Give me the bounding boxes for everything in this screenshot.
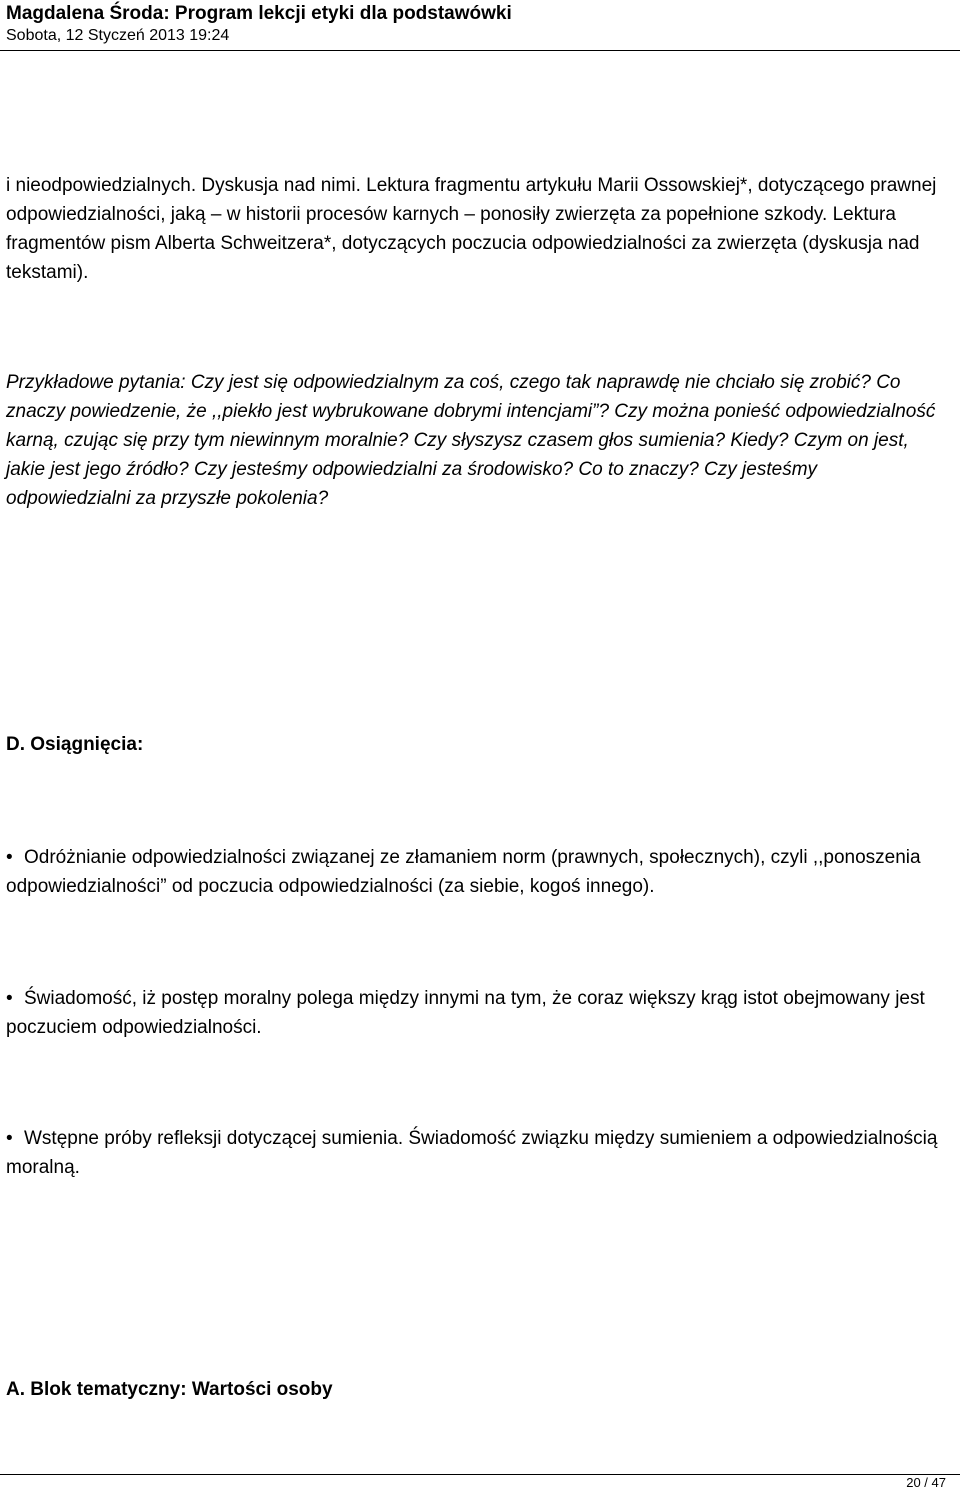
achievement-text-2: Świadomość, iż postęp moralny polega między innymi na tym, że coraz większy krąg istot obejmowany jest poczuciem odpowiedzialności.: [6, 988, 925, 1038]
article-date: Sobota, 12 Styczeń 2013 19:24: [6, 27, 230, 44]
bullet-icon: •: [6, 988, 13, 1009]
example-questions-paragraph: Przykładowe pytania: Czy jest się odpowiedzialnym za coś, czego tak naprawdę nie chciało się zrobić? Co znaczy powiedzenie, że ,,piekło jest wybrukowane dobrymi intencjami”? Czy można ponieść odpowiedzialność karną, czując się przy tym niewinnym moralnie? Czy słyszysz czasem głos sumienia? Kiedy? Czym on jest, jakie jest jego źródło? Czy jesteśmy odpowiedzialni za środowisko? Co to znaczy? Czy jesteśmy odpowiedzialni za przyszłe pokolenia?: [6, 372, 936, 509]
achievement-text-1: Odróżnianie odpowiedzialności związanej ze złamaniem norm (prawnych, społecznych), czyli ,,ponoszenia odpowiedzialności” od poczucia odpowiedzialności (za siebie, kogoś innego).: [6, 847, 921, 897]
achievement-item-3: [6, 1124, 941, 1182]
section-heading-values: A. Blok tematyczny: Wartości osoby: [6, 1379, 333, 1400]
bullet-icon: •: [6, 847, 13, 868]
footer-divider: [0, 1474, 960, 1475]
article-title: Magdalena Środa: Program lekcji etyki dla podstawówki: [6, 3, 512, 24]
header-divider: [0, 50, 960, 51]
page-header: [6, 0, 954, 46]
achievement-text-3: Wstępne próby refleksji dotyczącej sumienia. Świadomość związku między sumieniem a odpowiedzialnością moralną.: [6, 1128, 938, 1178]
page-number: 20 / 47: [906, 1475, 946, 1490]
achievement-item-2: [6, 984, 941, 1042]
achievement-item-1: [6, 843, 941, 901]
bullet-icon: •: [6, 1128, 13, 1149]
body-paragraph-1: i nieodpowiedzialnych. Dyskusja nad nimi. Lektura fragmentu artykułu Marii Ossowskiej*, dotyczącego prawnej odpowiedzialności, jaką – w historii procesów karnych – ponosiły zwierzęta za popełnione szkody. Lektura fragmentów pism Alberta Schweitzera*, dotyczących poczucia odpowiedzialności za zwierzęta (dyskusja nad tekstami).: [6, 175, 937, 283]
section-heading-achievements: D. Osiągnięcia:: [6, 734, 144, 755]
